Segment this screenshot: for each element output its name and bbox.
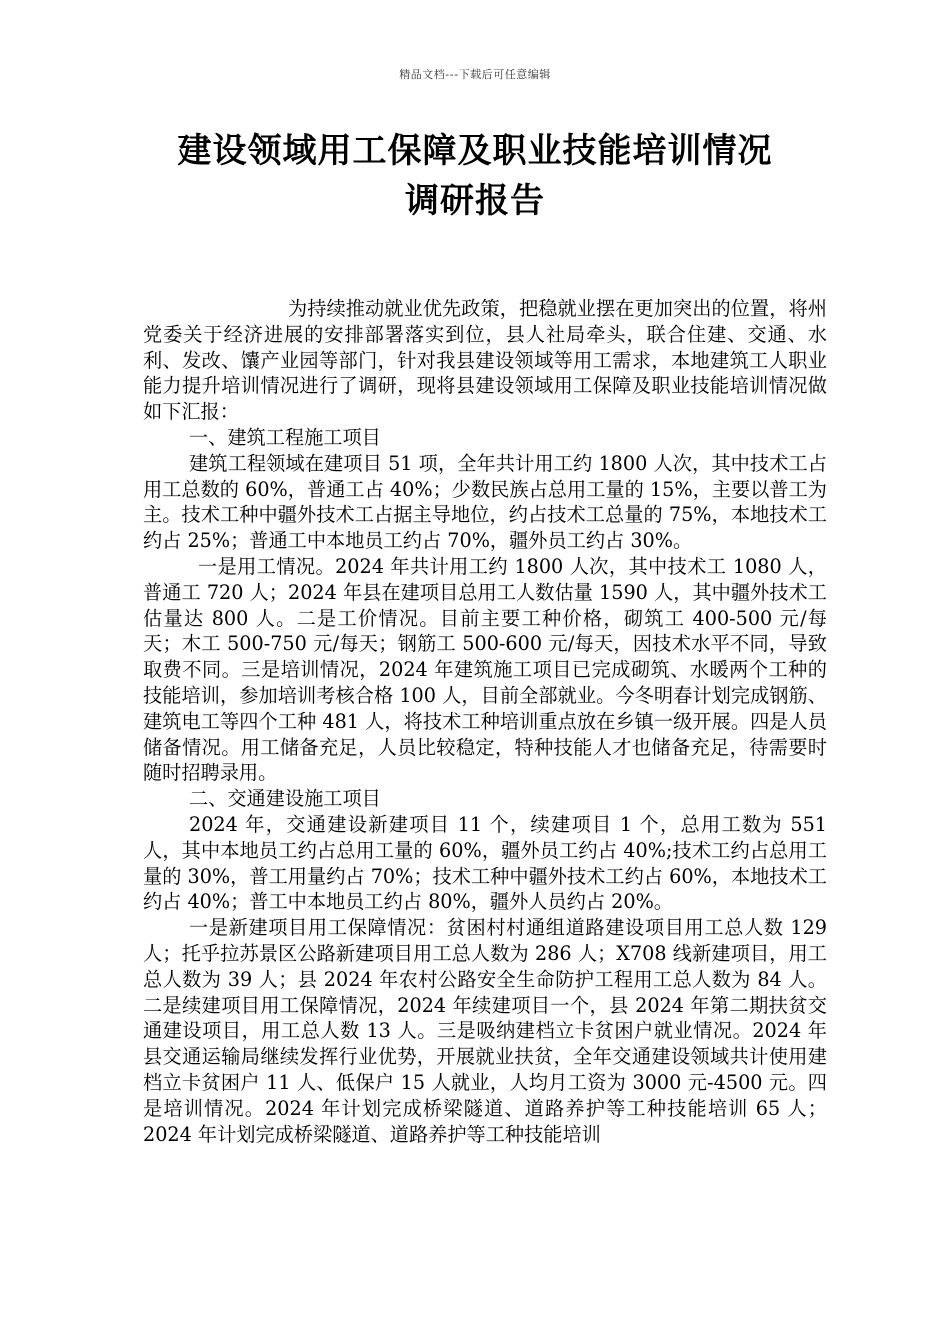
document-body	[143, 296, 827, 1147]
section-heading-construction: 一、建筑工程施工项目	[189, 425, 381, 449]
paragraph-construction-details: 一是用工情况。2024 年共计用工约 1800 人次，其中技术工 1080 人，普通工 720 人；2024 年县在建项目总用工人数估量 1590 人，其中疆外技术工估量达 800 人。二是工价情况。目前主要工种价格，砌筑工 400-500 元/每天；木工 500-750 元/每天；钢筋工 500-600 元/每天，因技术水平不同，导致取费不同。三是培训情况，2024 年建筑施工项目已完成砌筑、水暖两个工种的技能培训，参加培训考核合格 100 人，目前全部就业。今冬明春计划完成钢筋、建筑电工等四个工种 481 人，将技术工种培训重点放在乡镇一级开展。四是人员储备情况。用工储备充足，人员比较稳定，特种技能人才也储备充足，待需要时随时招聘录用。	[143, 554, 827, 785]
section-heading-transport: 二、交通建设施工项目	[189, 787, 381, 811]
paragraph-transport-details: 一是新建项目用工保障情况：贫困村村通组道路建设项目用工总人数 129 人；托乎拉苏景区公路新建项目用工总人数为 286 人；X708 线新建项目，用工总人数为 39 人；县 2024 年农村公路安全生命防护工程用工总人数为 84 人。二是续建项目用工保障情况，2024 年续建项目一个，县 2024 年第二期扶贫交通建设项目，用工总人数 13 人。三是吸纳建档立卡贫困户就业情况。2024 年县交通运输局继续发挥行业优势，开展就业扶贫，全年交通建设领域共计使用建档立卡贫困户 11 人、低保户 15 人就业，人均月工资为 3000 元-4500 元。四是培训情况。2024 年计划完成桥梁隧道、道路养护等工种技能培训 65 人；2024 年计划完成桥梁隧道、道路养护等工种技能培训	[143, 916, 827, 1146]
intro-paragraph: 为持续推动就业优先政策，把稳就业摆在更加突出的位置，将州党委关于经济进展的安排部署落实到位，县人社局牵头，联合住建、交通、水利、发改、馕产业园等部门，针对我县建设领域等用工需求，本地建筑工人职业能力提升培训情况进行了调研，现将县建设领域用工保障及职业技能培训情况做如下汇报：	[143, 297, 827, 424]
paragraph-construction-overview: 建筑工程领域在建项目 51 项，全年共计用工约 1800 人次，其中技术工占用工总数的 60%，普通工占 40%；少数民族占总用工量的 15%，主要以普工为主。技术工种中疆外技术工占据主导地位，约占技术工总量的 75%，本地技术工约占 25%；普通工中本地员工约占 70%，疆外员工约占 30%。	[143, 451, 827, 553]
title-line-2: 调研报告	[405, 181, 545, 221]
title-line-1: 建设领域用工保障及职业技能培训情况	[177, 131, 773, 171]
header-note: 精品文档---下载后可任意编辑	[399, 68, 551, 81]
document-title	[80, 126, 870, 226]
paragraph-transport-overview: 2024 年，交通建设新建项目 11 个，续建项目 1 个，总用工数为 551 人，其中本地员工约占总用工量的 60%，疆外员工约占 40%;技术工约占总用工量的 30%，普工用量约占 70%；技术工种中疆外技术工约占 60%，本地技术工约占 40%；普工中本地员工约占 80%，疆外人员约占 20%。	[143, 812, 827, 914]
